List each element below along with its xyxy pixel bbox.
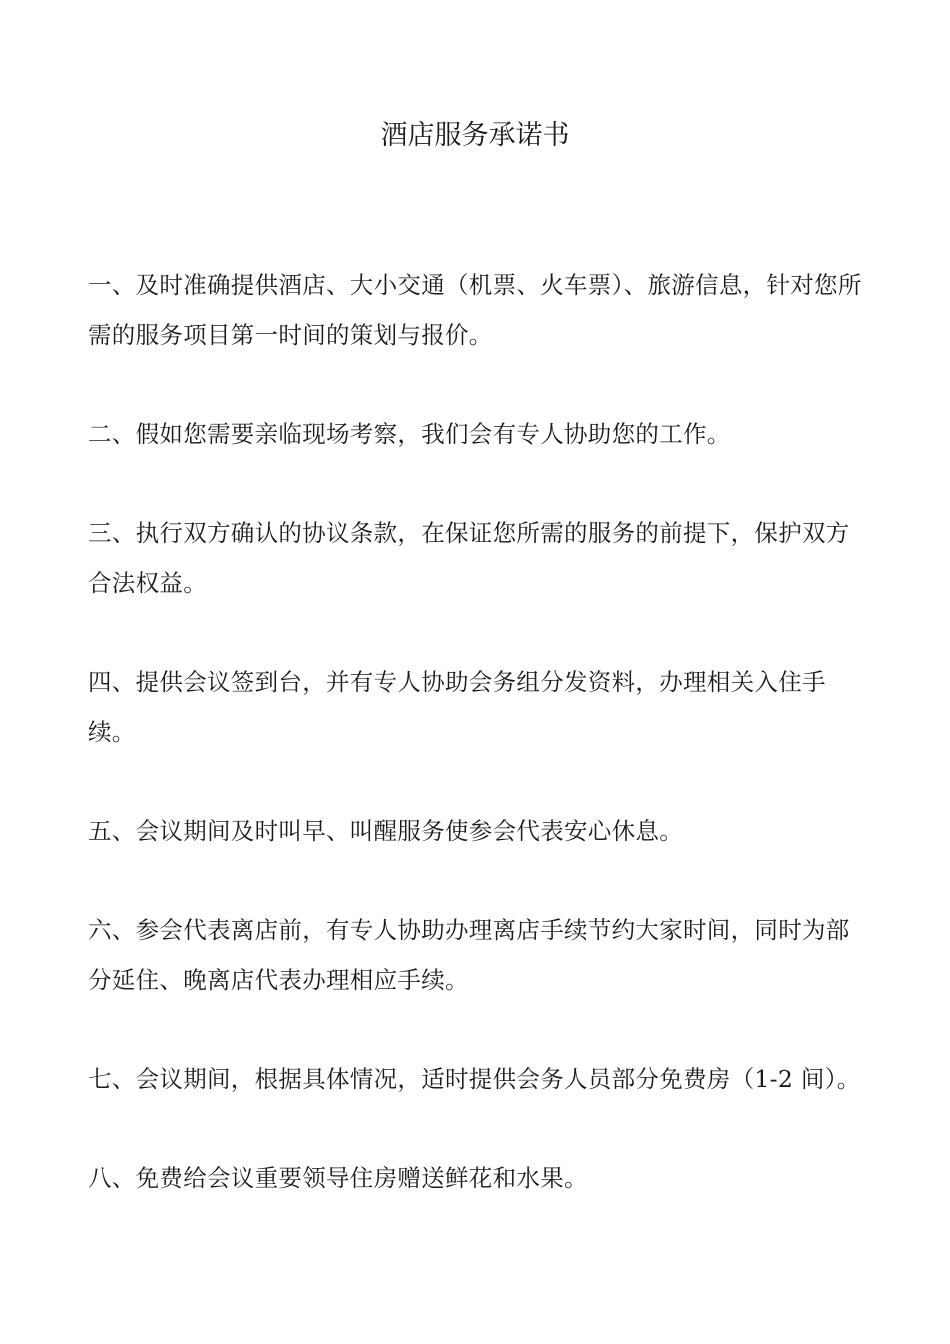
commitment-paragraph-4: 四、提供会议签到台，并有专人协助会务组分发资料，办理相关入住手续。 xyxy=(88,668,826,746)
commitment-paragraph-1: 一、及时准确提供酒店、大小交通（机票、火车票）、旅游信息，针对您所需的服务项目第一时间的策划与报价。 xyxy=(88,271,862,349)
commitment-paragraph-8: 八、免费给会议重要领导住房赠送鲜花和水果。 xyxy=(88,1164,588,1192)
commitment-paragraph-7: 七、会议期间，根据具体情况，适时提供会务人员部分免费房（1-2 间）。 xyxy=(88,1065,861,1093)
commitment-paragraph-3: 三、执行双方确认的协议条款，在保证您所需的服务的前提下，保护双方合法权益。 xyxy=(88,519,850,597)
commitment-paragraph-5: 五、会议期间及时叫早、叫醒服务使参会代表安心休息。 xyxy=(88,817,683,845)
commitment-paragraph-2: 二、假如您需要亲临现场考察，我们会有专人协助您的工作。 xyxy=(88,420,731,448)
document-body xyxy=(88,260,864,1252)
commitment-paragraph-6: 六、参会代表离店前，有专人协助办理离店手续节约大家时间，同时为部分延住、晚离店代表办理相应手续。 xyxy=(88,916,850,994)
document-title: 酒店服务承诺书 xyxy=(380,120,570,151)
